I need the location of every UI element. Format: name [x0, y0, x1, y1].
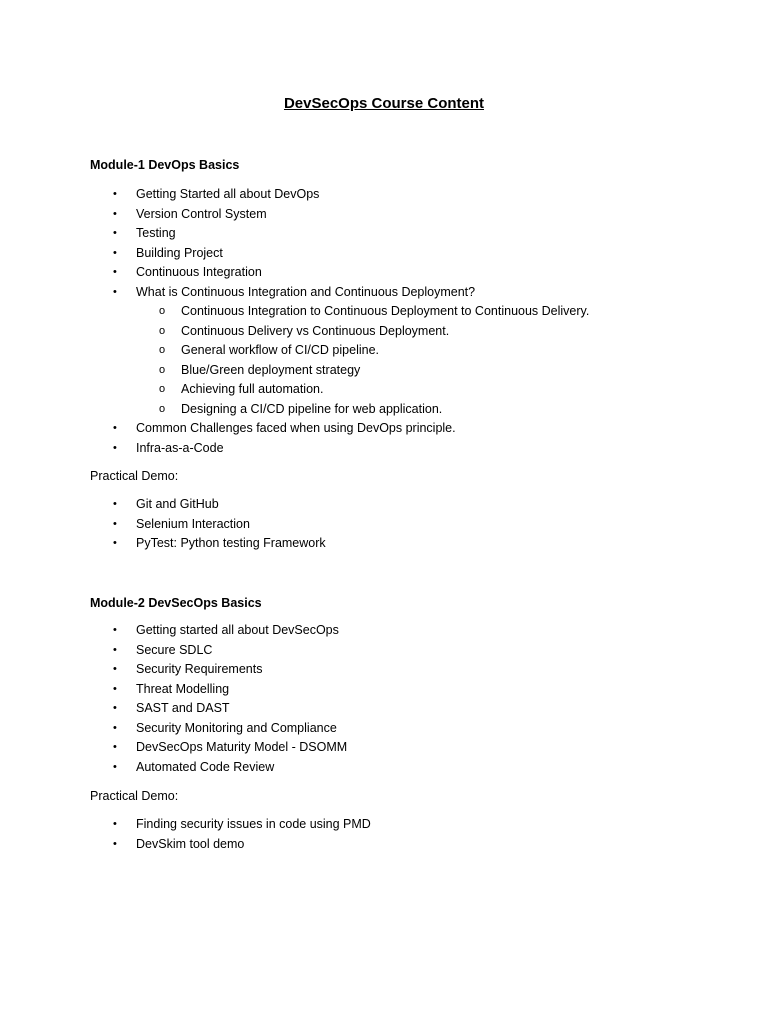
circle-bullet-icon: o [159, 344, 166, 356]
bullet-icon: • [113, 702, 117, 714]
bullet-icon: • [113, 266, 117, 278]
module-1-heading: Module-1 DevOps Basics [90, 158, 240, 172]
document-title: DevSecOps Course Content [283, 95, 485, 112]
bullet-icon: • [113, 837, 117, 850]
module-2-demo-heading: Practical Demo: [90, 789, 179, 803]
bullet-icon: • [113, 441, 117, 454]
bullet-icon: • [113, 422, 117, 434]
bullet-icon: • [113, 624, 117, 636]
bullet-icon: • [113, 682, 117, 695]
circle-bullet-icon: o [159, 402, 166, 415]
bullet-icon: • [113, 760, 117, 773]
bullet-icon: • [113, 227, 117, 239]
bullet-icon: • [113, 246, 117, 259]
bullet-icon: • [113, 207, 117, 220]
bullet-icon: • [113, 818, 117, 830]
bullet-icon: • [113, 537, 117, 549]
bullet-icon: • [113, 517, 117, 530]
module-1-demo-heading: Practical Demo: [90, 469, 179, 483]
bullet-icon: • [113, 498, 117, 510]
bullet-icon: • [113, 741, 117, 753]
module-2-heading: Module-2 DevSecOps Basics [90, 596, 262, 610]
bullet-icon: • [113, 285, 117, 298]
bullet-icon: • [113, 663, 117, 675]
circle-bullet-icon: o [159, 305, 166, 317]
circle-bullet-icon: o [159, 383, 166, 395]
circle-bullet-icon: o [159, 363, 166, 376]
bullet-icon: • [113, 721, 117, 734]
document-page: DevSecOps Course Content Module-1 DevOps Basics • Getting Started all about DevOps • Version Control System • Testing • Building Project • Continuous Integration • What is Continuous Integration and Continuous Deployment? o Continuous Integration to Continuous Deployment to Continuous Delivery. o Continuous Delivery vs Continuous Deployment. o General workflow of CI/CD pipeline. o Blue/Green deployment strategy o Achieving full automation. o Designing a CI/CD pipeline for web application. • Common Challenges faced when using DevOps principle. • Infra-as-a-Code Practical Demo: • Git and GitHub • Selenium Interaction • PyTest: Python testing Framework Module-2 DevSecOps Basics • Getting started all about DevSecOps • Secure SDLC • Security Requirements • Threat Modelling • SAST and DAST • Security Monitoring and Compliance • DevSecOps Maturity Model - DSOMM • Automated Code Review Practical Demo: • Finding security issues in code using PMD • DevSkim tool demo [0, 0, 768, 1024]
bullet-icon: • [113, 188, 117, 200]
circle-bullet-icon: o [159, 324, 166, 337]
bullet-icon: • [113, 643, 117, 656]
